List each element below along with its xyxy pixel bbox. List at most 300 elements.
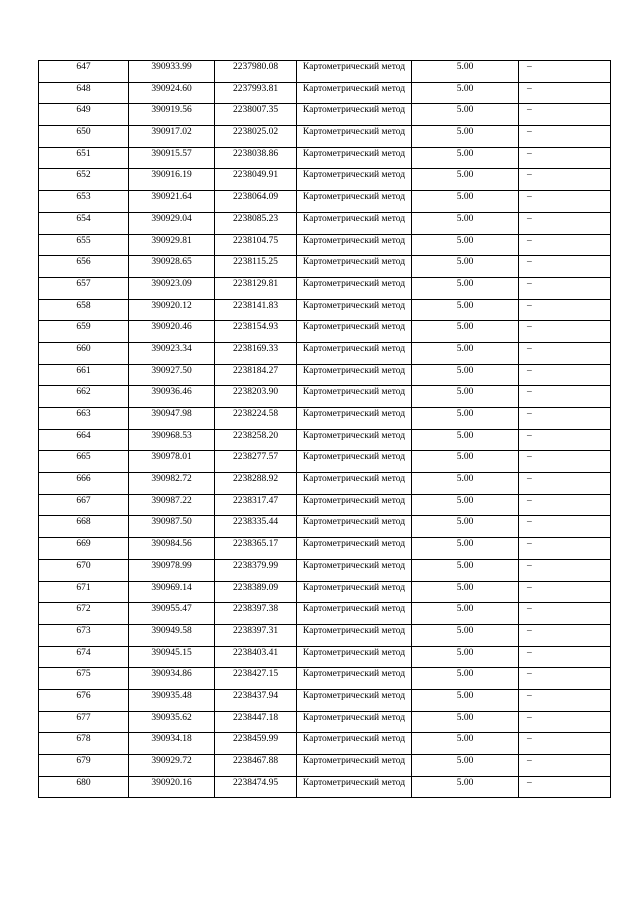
accuracy-cell	[412, 538, 519, 560]
y-coordinate-cell-text: 2237980.08	[232, 62, 279, 72]
y-coordinate-cell	[215, 733, 297, 755]
point-number-cell	[39, 126, 129, 148]
method-cell-text: Картометрический метод	[302, 495, 406, 506]
table-row	[39, 603, 611, 625]
x-coordinate-cell	[129, 321, 215, 343]
method-cell	[297, 624, 412, 646]
description-cell-text: –	[527, 192, 532, 203]
method-cell-text: Картометрический метод	[302, 105, 406, 116]
table-row	[39, 342, 611, 364]
y-coordinate-cell-text: 2238129.81	[232, 278, 279, 289]
table-row	[39, 689, 611, 711]
accuracy-cell	[412, 733, 519, 755]
accuracy-cell	[412, 61, 519, 83]
y-coordinate-cell-text: 2238169.33	[232, 343, 279, 354]
point-number-cell	[39, 516, 129, 538]
y-coordinate-cell-text: 2238104.75	[232, 235, 279, 246]
accuracy-cell	[412, 169, 519, 191]
x-coordinate-cell	[129, 494, 215, 516]
x-coordinate-cell	[129, 408, 215, 430]
description-cell-text: –	[527, 517, 532, 528]
y-coordinate-cell-text: 2238335.44	[232, 517, 279, 528]
x-coordinate-cell	[129, 646, 215, 668]
point-number-cell-text: 671	[76, 582, 91, 593]
table-row	[39, 364, 611, 386]
method-cell	[297, 256, 412, 278]
point-number-cell	[39, 668, 129, 690]
accuracy-cell-text: 5.00	[456, 83, 474, 94]
accuracy-cell	[412, 147, 519, 169]
point-number-cell-text: 649	[76, 105, 91, 116]
y-coordinate-cell-text: 2238437.94	[232, 690, 279, 701]
accuracy-cell-text: 5.00	[456, 539, 474, 550]
x-coordinate-cell-text: 390920.16	[151, 777, 192, 788]
description-cell-text: –	[527, 474, 532, 485]
accuracy-cell-text: 5.00	[456, 712, 474, 723]
table-row	[39, 277, 611, 299]
accuracy-cell	[412, 212, 519, 234]
description-cell	[519, 364, 611, 386]
description-cell	[519, 277, 611, 299]
method-cell-text: Картометрический метод	[302, 539, 406, 550]
point-number-cell	[39, 624, 129, 646]
method-cell-text: Картометрический метод	[302, 560, 406, 571]
table-row	[39, 711, 611, 733]
method-cell	[297, 234, 412, 256]
accuracy-cell	[412, 646, 519, 668]
y-coordinate-cell	[215, 299, 297, 321]
accuracy-cell-text: 5.00	[456, 300, 474, 311]
description-cell	[519, 559, 611, 581]
point-number-cell-text: 670	[76, 560, 91, 571]
description-cell	[519, 429, 611, 451]
table-row	[39, 212, 611, 234]
x-coordinate-cell-text: 390924.60	[151, 83, 192, 94]
x-coordinate-cell-text: 390982.72	[151, 474, 192, 485]
description-cell-text: –	[527, 235, 532, 246]
x-coordinate-cell	[129, 538, 215, 560]
x-coordinate-cell-text: 390934.18	[151, 734, 192, 745]
method-cell-text: Картометрический метод	[302, 712, 406, 723]
x-coordinate-cell	[129, 473, 215, 495]
description-cell-text: –	[527, 690, 532, 701]
method-cell	[297, 321, 412, 343]
method-cell-text: Картометрический метод	[302, 62, 406, 72]
method-cell-text: Картометрический метод	[302, 300, 406, 311]
accuracy-cell	[412, 581, 519, 603]
x-coordinate-cell	[129, 386, 215, 408]
accuracy-cell-text: 5.00	[456, 257, 474, 268]
x-coordinate-cell	[129, 581, 215, 603]
x-coordinate-cell-text: 390920.12	[151, 300, 192, 311]
x-coordinate-cell-text: 390917.02	[151, 127, 192, 138]
method-cell	[297, 733, 412, 755]
x-coordinate-cell-text: 390969.14	[151, 582, 192, 593]
point-number-cell-text: 673	[76, 625, 91, 636]
description-cell-text: –	[527, 257, 532, 268]
point-number-cell	[39, 494, 129, 516]
accuracy-cell	[412, 82, 519, 104]
y-coordinate-cell-text: 2238379.99	[232, 560, 279, 571]
description-cell	[519, 494, 611, 516]
point-number-cell	[39, 364, 129, 386]
x-coordinate-cell-text: 390949.58	[151, 625, 192, 636]
x-coordinate-cell	[129, 169, 215, 191]
y-coordinate-cell-text: 2238184.27	[232, 365, 279, 376]
point-number-cell	[39, 646, 129, 668]
table-row	[39, 776, 611, 798]
x-coordinate-cell-text: 390927.50	[151, 365, 192, 376]
description-cell-text: –	[527, 734, 532, 745]
method-cell	[297, 212, 412, 234]
y-coordinate-cell	[215, 755, 297, 777]
point-number-cell	[39, 82, 129, 104]
point-number-cell	[39, 473, 129, 495]
point-number-cell-text: 656	[76, 257, 91, 268]
accuracy-cell-text: 5.00	[456, 647, 474, 658]
point-number-cell	[39, 451, 129, 473]
accuracy-cell-text: 5.00	[456, 517, 474, 528]
x-coordinate-cell	[129, 668, 215, 690]
table-row	[39, 581, 611, 603]
y-coordinate-cell-text: 2238049.91	[232, 170, 279, 181]
accuracy-cell	[412, 755, 519, 777]
method-cell-text: Картометрический метод	[302, 83, 406, 94]
method-cell	[297, 191, 412, 213]
point-number-cell	[39, 234, 129, 256]
x-coordinate-cell-text: 390987.22	[151, 495, 192, 506]
point-number-cell	[39, 191, 129, 213]
accuracy-cell-text: 5.00	[456, 560, 474, 571]
description-cell	[519, 321, 611, 343]
description-cell	[519, 82, 611, 104]
method-cell-text: Картометрический метод	[302, 235, 406, 246]
accuracy-cell	[412, 277, 519, 299]
method-cell-text: Картометрический метод	[302, 409, 406, 419]
description-cell	[519, 603, 611, 625]
method-cell	[297, 711, 412, 733]
y-coordinate-cell	[215, 624, 297, 646]
x-coordinate-cell	[129, 342, 215, 364]
y-coordinate-cell-text: 2238115.25	[233, 257, 278, 268]
accuracy-cell	[412, 494, 519, 516]
y-coordinate-cell-text: 2238459.99	[232, 734, 279, 745]
x-coordinate-cell-text: 390929.72	[151, 756, 192, 766]
method-cell-text: Картометрический метод	[302, 647, 406, 658]
y-coordinate-cell	[215, 386, 297, 408]
description-cell	[519, 516, 611, 538]
y-coordinate-cell-text: 2238365.17	[232, 539, 279, 550]
accuracy-cell	[412, 451, 519, 473]
x-coordinate-cell	[129, 733, 215, 755]
y-coordinate-cell-text: 2238397.38	[232, 604, 279, 615]
y-coordinate-cell	[215, 668, 297, 690]
x-coordinate-cell-text: 390935.48	[151, 690, 192, 701]
y-coordinate-cell	[215, 169, 297, 191]
method-cell	[297, 364, 412, 386]
description-cell	[519, 624, 611, 646]
accuracy-cell	[412, 603, 519, 625]
y-coordinate-cell-text: 2238203.90	[232, 387, 279, 398]
accuracy-cell-text: 5.00	[456, 777, 474, 788]
x-coordinate-cell-text: 390945.15	[151, 647, 192, 658]
method-cell-text: Картометрический метод	[302, 430, 406, 441]
method-cell	[297, 689, 412, 711]
accuracy-cell-text: 5.00	[456, 474, 474, 485]
method-cell	[297, 126, 412, 148]
description-cell	[519, 169, 611, 191]
accuracy-cell-text: 5.00	[456, 756, 474, 766]
method-cell	[297, 147, 412, 169]
accuracy-cell	[412, 689, 519, 711]
method-cell	[297, 646, 412, 668]
method-cell	[297, 429, 412, 451]
description-cell	[519, 386, 611, 408]
point-number-cell-text: 652	[76, 170, 91, 181]
coordinates-table	[38, 60, 611, 798]
table-row	[39, 646, 611, 668]
accuracy-cell	[412, 299, 519, 321]
description-cell-text: –	[527, 105, 532, 116]
method-cell	[297, 386, 412, 408]
y-coordinate-cell	[215, 256, 297, 278]
accuracy-cell-text: 5.00	[456, 322, 474, 333]
y-coordinate-cell-text: 2238154.93	[232, 322, 279, 333]
description-cell	[519, 212, 611, 234]
point-number-cell	[39, 256, 129, 278]
point-number-cell-text: 677	[76, 712, 91, 723]
accuracy-cell-text: 5.00	[456, 192, 474, 203]
y-coordinate-cell	[215, 234, 297, 256]
x-coordinate-cell	[129, 364, 215, 386]
y-coordinate-cell	[215, 494, 297, 516]
point-number-cell	[39, 733, 129, 755]
point-number-cell	[39, 559, 129, 581]
point-number-cell-text: 675	[76, 669, 91, 680]
description-cell	[519, 668, 611, 690]
method-cell	[297, 277, 412, 299]
accuracy-cell	[412, 668, 519, 690]
y-coordinate-cell-text: 2238467.88	[232, 756, 279, 766]
accuracy-cell-text: 5.00	[456, 148, 474, 159]
method-cell-text: Картометрический метод	[302, 343, 406, 354]
method-cell	[297, 104, 412, 126]
description-cell-text: –	[527, 365, 532, 376]
x-coordinate-cell-text: 390987.50	[151, 517, 192, 528]
point-number-cell-text: 668	[76, 517, 91, 528]
accuracy-cell-text: 5.00	[456, 62, 474, 72]
x-coordinate-cell	[129, 776, 215, 798]
accuracy-cell-text: 5.00	[456, 409, 474, 419]
description-cell-text: –	[527, 712, 532, 723]
description-cell-text: –	[527, 387, 532, 398]
y-coordinate-cell-text: 2238403.41	[232, 647, 279, 658]
accuracy-cell-text: 5.00	[456, 604, 474, 615]
point-number-cell-text: 651	[76, 148, 91, 159]
point-number-cell	[39, 147, 129, 169]
accuracy-cell-text: 5.00	[456, 213, 474, 224]
description-cell	[519, 755, 611, 777]
description-cell	[519, 733, 611, 755]
description-cell-text: –	[527, 756, 532, 766]
y-coordinate-cell	[215, 429, 297, 451]
point-number-cell-text: 655	[76, 235, 91, 246]
method-cell-text: Картометрический метод	[302, 517, 406, 528]
point-number-cell	[39, 603, 129, 625]
method-cell-text: Картометрический метод	[302, 690, 406, 701]
accuracy-cell-text: 5.00	[456, 127, 474, 138]
method-cell-text: Картометрический метод	[302, 192, 406, 203]
description-cell-text: –	[527, 322, 532, 333]
accuracy-cell	[412, 408, 519, 430]
y-coordinate-cell	[215, 689, 297, 711]
description-cell	[519, 473, 611, 495]
accuracy-cell	[412, 429, 519, 451]
description-cell	[519, 61, 611, 83]
description-cell	[519, 256, 611, 278]
description-cell-text: –	[527, 625, 532, 636]
description-cell	[519, 581, 611, 603]
y-coordinate-cell-text: 2238474.95	[232, 777, 279, 788]
description-cell	[519, 126, 611, 148]
table-row	[39, 321, 611, 343]
table-row	[39, 386, 611, 408]
point-number-cell	[39, 755, 129, 777]
method-cell	[297, 61, 412, 83]
y-coordinate-cell	[215, 277, 297, 299]
point-number-cell	[39, 61, 129, 83]
point-number-cell-text: 680	[76, 777, 91, 788]
x-coordinate-cell-text: 390923.34	[151, 343, 192, 354]
y-coordinate-cell	[215, 191, 297, 213]
y-coordinate-cell-text: 2238025.02	[232, 127, 279, 138]
accuracy-cell	[412, 321, 519, 343]
accuracy-cell-text: 5.00	[456, 105, 474, 116]
table-row	[39, 191, 611, 213]
method-cell	[297, 408, 412, 430]
x-coordinate-cell-text: 390978.99	[151, 560, 192, 571]
description-cell	[519, 646, 611, 668]
x-coordinate-cell-text: 390955.47	[151, 604, 192, 615]
x-coordinate-cell	[129, 559, 215, 581]
description-cell	[519, 689, 611, 711]
y-coordinate-cell	[215, 104, 297, 126]
y-coordinate-cell	[215, 516, 297, 538]
accuracy-cell-text: 5.00	[456, 387, 474, 398]
table-row	[39, 408, 611, 430]
point-number-cell	[39, 689, 129, 711]
description-cell	[519, 538, 611, 560]
x-coordinate-cell	[129, 61, 215, 83]
y-coordinate-cell-text: 2238389.09	[232, 582, 279, 593]
point-number-cell-text: 663	[76, 409, 91, 419]
point-number-cell-text: 660	[76, 343, 91, 354]
table-row	[39, 451, 611, 473]
accuracy-cell-text: 5.00	[456, 343, 474, 354]
accuracy-cell-text: 5.00	[456, 690, 474, 701]
description-cell-text: –	[527, 452, 532, 463]
method-cell-text: Картометрический метод	[302, 213, 406, 224]
point-number-cell	[39, 408, 129, 430]
x-coordinate-cell-text: 390984.56	[151, 539, 192, 550]
point-number-cell	[39, 342, 129, 364]
table-row	[39, 755, 611, 777]
y-coordinate-cell-text: 2238064.09	[232, 192, 279, 203]
method-cell-text: Картометрический метод	[302, 734, 406, 745]
point-number-cell-text: 667	[76, 495, 91, 506]
description-cell-text: –	[527, 495, 532, 506]
table-row	[39, 559, 611, 581]
point-number-cell	[39, 169, 129, 191]
x-coordinate-cell-text: 390934.86	[151, 669, 192, 680]
y-coordinate-cell	[215, 603, 297, 625]
method-cell-text: Картометрический метод	[302, 604, 406, 615]
method-cell-text: Картометрический метод	[302, 148, 406, 159]
x-coordinate-cell	[129, 603, 215, 625]
y-coordinate-cell-text: 2238317.47	[232, 495, 279, 506]
accuracy-cell	[412, 559, 519, 581]
x-coordinate-cell-text: 390920.46	[151, 322, 192, 333]
method-cell-text: Картометрический метод	[302, 777, 406, 788]
description-cell	[519, 711, 611, 733]
point-number-cell-text: 653	[76, 192, 91, 203]
y-coordinate-cell	[215, 321, 297, 343]
accuracy-cell	[412, 191, 519, 213]
x-coordinate-cell	[129, 191, 215, 213]
y-coordinate-cell	[215, 212, 297, 234]
method-cell-text: Картометрический метод	[302, 582, 406, 593]
point-number-cell	[39, 776, 129, 798]
y-coordinate-cell-text: 2238277.57	[232, 452, 279, 463]
table-row	[39, 299, 611, 321]
point-number-cell-text: 679	[76, 756, 91, 766]
y-coordinate-cell	[215, 538, 297, 560]
point-number-cell	[39, 299, 129, 321]
table-row	[39, 429, 611, 451]
description-cell-text: –	[527, 343, 532, 354]
method-cell	[297, 169, 412, 191]
accuracy-cell-text: 5.00	[456, 365, 474, 376]
description-cell-text: –	[527, 669, 532, 680]
y-coordinate-cell-text: 2238447.18	[232, 712, 279, 723]
point-number-cell-text: 664	[76, 430, 91, 441]
description-cell	[519, 451, 611, 473]
description-cell-text: –	[527, 170, 532, 181]
x-coordinate-cell	[129, 147, 215, 169]
x-coordinate-cell	[129, 624, 215, 646]
x-coordinate-cell	[129, 256, 215, 278]
y-coordinate-cell	[215, 646, 297, 668]
table-row	[39, 733, 611, 755]
accuracy-cell	[412, 473, 519, 495]
x-coordinate-cell	[129, 277, 215, 299]
accuracy-cell	[412, 516, 519, 538]
accuracy-cell-text: 5.00	[456, 170, 474, 181]
x-coordinate-cell-text: 390916.19	[151, 170, 192, 181]
x-coordinate-cell-text: 390929.04	[151, 213, 192, 224]
point-number-cell-text: 657	[76, 278, 91, 289]
point-number-cell	[39, 538, 129, 560]
y-coordinate-cell-text: 2238224.58	[232, 409, 279, 419]
y-coordinate-cell	[215, 342, 297, 364]
point-number-cell-text: 654	[76, 213, 91, 224]
point-number-cell-text: 672	[76, 604, 91, 615]
x-coordinate-cell	[129, 234, 215, 256]
description-cell-text: –	[527, 582, 532, 593]
accuracy-cell-text: 5.00	[456, 582, 474, 593]
table-row	[39, 147, 611, 169]
accuracy-cell-text: 5.00	[456, 235, 474, 246]
